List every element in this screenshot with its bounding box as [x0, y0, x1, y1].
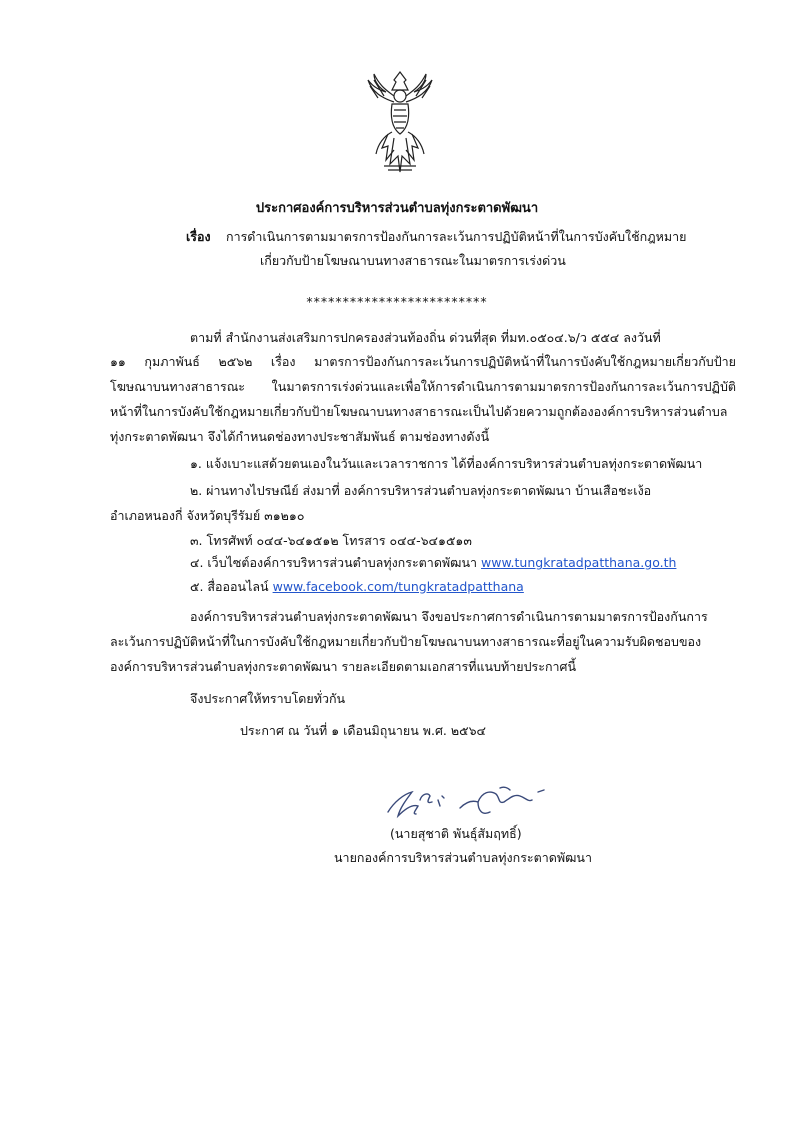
garuda-emblem-icon	[364, 68, 436, 176]
paragraph-2-line-3: องค์การบริหารส่วนตำบลทุ่งกระตาดพัฒนา รายละเอียดตามเอกสารที่แนบท้ายประกาศนี้	[110, 659, 577, 674]
subject-line-1: การดำเนินการตามมาตรการป้องกันการละเว้นการปฏิบัติหน้าที่ในการบังคับใช้กฎหมาย	[226, 229, 687, 244]
paragraph-1-line-5: ทุ่งกระตาดพัฒนา จึงได้กำหนดช่องทางประชาสัมพันธ์ ตามช่องทางดังนี้	[110, 429, 490, 444]
list-item-4-text: ๔. เว็บไซต์องค์การบริหารส่วนตำบลทุ่งกระตาดพัฒนา	[190, 555, 478, 570]
signatory-name: (นายสุชาติ พันธุ์สัมฤทธิ์)	[390, 826, 522, 841]
paragraph-1-line-4: หน้าที่ในการบังคับใช้กฎหมายเกี่ยวกับป้ายโฆษณาบนทางสาธารณะเป็นไปด้วยความถูกต้ององค์การบริหารส่วนตำบล	[110, 404, 728, 419]
subject-line-2: เกี่ยวกับป้ายโฆษณาบนทางสาธารณะในมาตรการเร่งด่วน	[260, 253, 566, 268]
list-item-1: ๑. แจ้งเบาะแสด้วยตนเองในวันและเวลาราชการ ได้ที่องค์การบริหารส่วนตำบลทุ่งกระตาดพัฒนา	[190, 456, 703, 471]
list-item-4	[190, 555, 676, 571]
signatory-position: นายกองค์การบริหารส่วนตำบลทุ่งกระตาดพัฒนา	[334, 850, 592, 865]
paragraph-2-line-1: องค์การบริหารส่วนตำบลทุ่งกระตาดพัฒนา จึงขอประกาศการดำเนินการตามมาตรการป้องกันการ	[190, 609, 708, 624]
paragraph-1-line-1: ตามที่ สำนักงานส่งเสริมการปกครองส่วนท้องถิ่น ด่วนที่สุด ที่มท.๐๕๐๔.๖/ว ๕๕๔ ลงวันที่	[190, 330, 661, 345]
list-item-2-line-2: อำเภอหนองกี่ จังหวัดบุรีรัมย์ ๓๑๒๑๐	[110, 508, 305, 523]
website-link[interactable]: www.tungkratadpatthana.go.th	[481, 555, 677, 570]
paragraph-1-line-2: ๑๑ กุมภาพันธ์ ๒๕๖๒ เรื่อง มาตรการป้องกันการละเว้นการปฏิบัติหน้าที่ในการบังคับใช้กฎหมายเกี่ยวกับป้าย	[110, 354, 736, 369]
subject-label: เรื่อง	[186, 229, 211, 244]
list-item-5-text: ๕. สื่อออนไลน์	[190, 579, 269, 594]
handwritten-signature	[382, 782, 552, 826]
list-item-2-line-1: ๒. ผ่านทางไปรษณีย์ ส่งมาที่ องค์การบริหารส่วนตำบลทุ่งกระตาดพัฒนา บ้านเสือชะเง้อ	[190, 483, 652, 498]
list-item-3: ๓. โทรศัพท์ ๐๔๔-๖๔๑๕๑๒ โทรสาร ๐๔๔-๖๔๑๕๑๓	[190, 533, 472, 548]
closing-statement: จึงประกาศให้ทราบโดยทั่วกัน	[190, 691, 346, 706]
facebook-link[interactable]: www.facebook.com/tungkratadpatthana	[272, 579, 524, 594]
paragraph-1-line-3: โฆษณาบนทางสาธารณะ ในมาตรการเร่งด่วนและเพื่อให้การดำเนินการตามมาตรการป้องกันการละเว้นการปฏิบัติ	[110, 379, 736, 394]
paragraph-2-line-2: ละเว้นการปฏิบัติหน้าที่ในการบังคับใช้กฎหมายเกี่ยวกับป้ายโฆษณาบนทางสาธารณะที่อยู่ในความรับผิดชอบของ	[110, 634, 702, 649]
separator-stars: *************************	[306, 294, 488, 309]
announcement-date: ประกาศ ณ วันที่ ๑ เดือนมิถุนายน พ.ศ. ๒๕๖๔	[240, 723, 486, 738]
announcement-title: ประกาศองค์การบริหารส่วนตำบลทุ่งกระตาดพัฒนา	[255, 201, 539, 216]
list-item-5	[190, 579, 524, 595]
